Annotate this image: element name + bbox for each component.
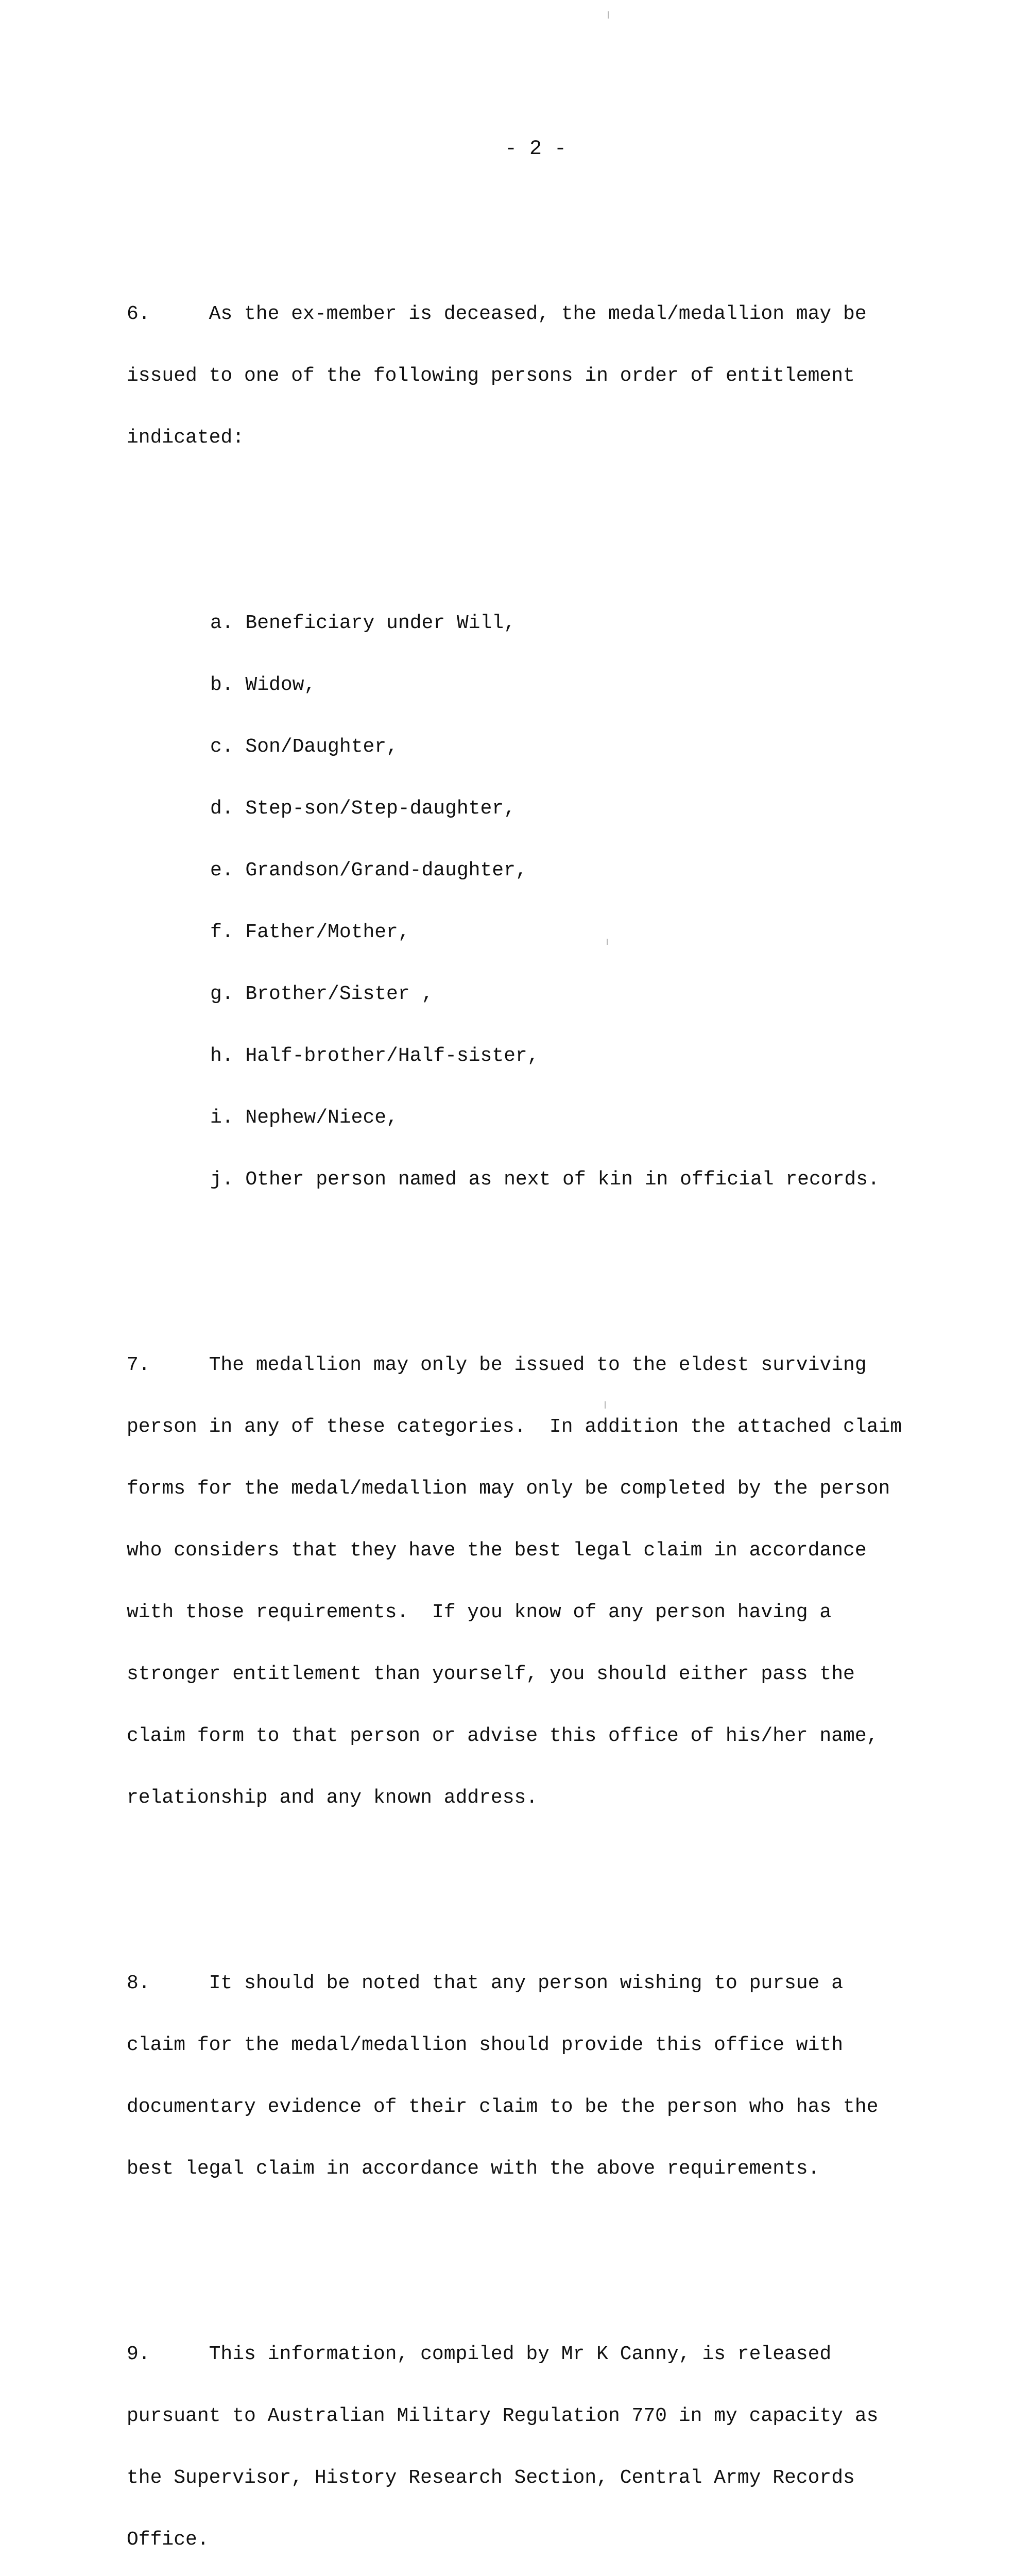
paragraph-line: person in any of these categories. In addition the attached claim: [127, 1416, 902, 1438]
paragraph-line: 9. This information, compiled by Mr K Canny, is released: [127, 2343, 832, 2365]
list-item: c. Son/Daughter,: [210, 736, 398, 758]
list-item: j. Other person named as next of kin in official records.: [210, 1168, 880, 1191]
paragraph-line: 6. As the ex-member is deceased, the medal/medallion may be: [127, 303, 867, 325]
list-item: g. Brother/Sister ,: [210, 983, 434, 1005]
paragraph-9: [127, 2303, 961, 2576]
list-item: b. Widow,: [210, 674, 316, 696]
paragraph-line: claim for the medal/medallion should provide this office with: [127, 2034, 844, 2056]
entitlement-list: [127, 572, 961, 1231]
paragraph-line: 8. It should be noted that any person wishing to pursue a: [127, 1972, 844, 1994]
paragraph-line: issued to one of the following persons in order of entitlement: [127, 365, 855, 387]
paragraph-6: [127, 263, 961, 489]
paragraph-line: forms for the medal/medallion may only be completed by the person: [127, 1478, 890, 1500]
paragraph-line: indicated:: [127, 427, 245, 449]
list-item: f. Father/Mother,: [210, 921, 410, 943]
page-number: - 2 -: [504, 138, 567, 161]
paragraph-line: who considers that they have the best legal claim in accordance: [127, 1539, 867, 1562]
list-item: d. Step-son/Step-daughter,: [210, 798, 516, 820]
paragraph-line: best legal claim in accordance with the above requirements.: [127, 2158, 820, 2180]
paragraph-8: [127, 1932, 961, 2221]
list-item: e. Grandson/Grand-daughter,: [210, 859, 527, 882]
list-item: i. Nephew/Niece,: [210, 1107, 398, 1129]
paragraph-line: the Supervisor, History Research Section, Central Army Records: [127, 2467, 855, 2489]
paragraph-line: Office.: [127, 2529, 209, 2551]
letter-body: [127, 201, 961, 2576]
paragraph-line: 7. The medallion may only be issued to the eldest surviving: [127, 1354, 867, 1376]
paragraph-line: relationship and any known address.: [127, 1787, 538, 1809]
list-item: h. Half-brother/Half-sister,: [210, 1045, 539, 1067]
paragraph-line: claim form to that person or advise this office of his/her name,: [127, 1725, 879, 1747]
scan-speck: [608, 11, 609, 19]
paragraph-line: stronger entitlement than yourself, you should either pass the: [127, 1663, 855, 1685]
paragraph-7: [127, 1314, 961, 1850]
paragraph-line: pursuant to Australian Military Regulation 770 in my capacity as: [127, 2405, 879, 2427]
paragraph-line: documentary evidence of their claim to be the person who has the: [127, 2096, 879, 2118]
paragraph-line: with those requirements. If you know of any person having a: [127, 1601, 832, 1623]
list-item: a. Beneficiary under Will,: [210, 612, 516, 634]
